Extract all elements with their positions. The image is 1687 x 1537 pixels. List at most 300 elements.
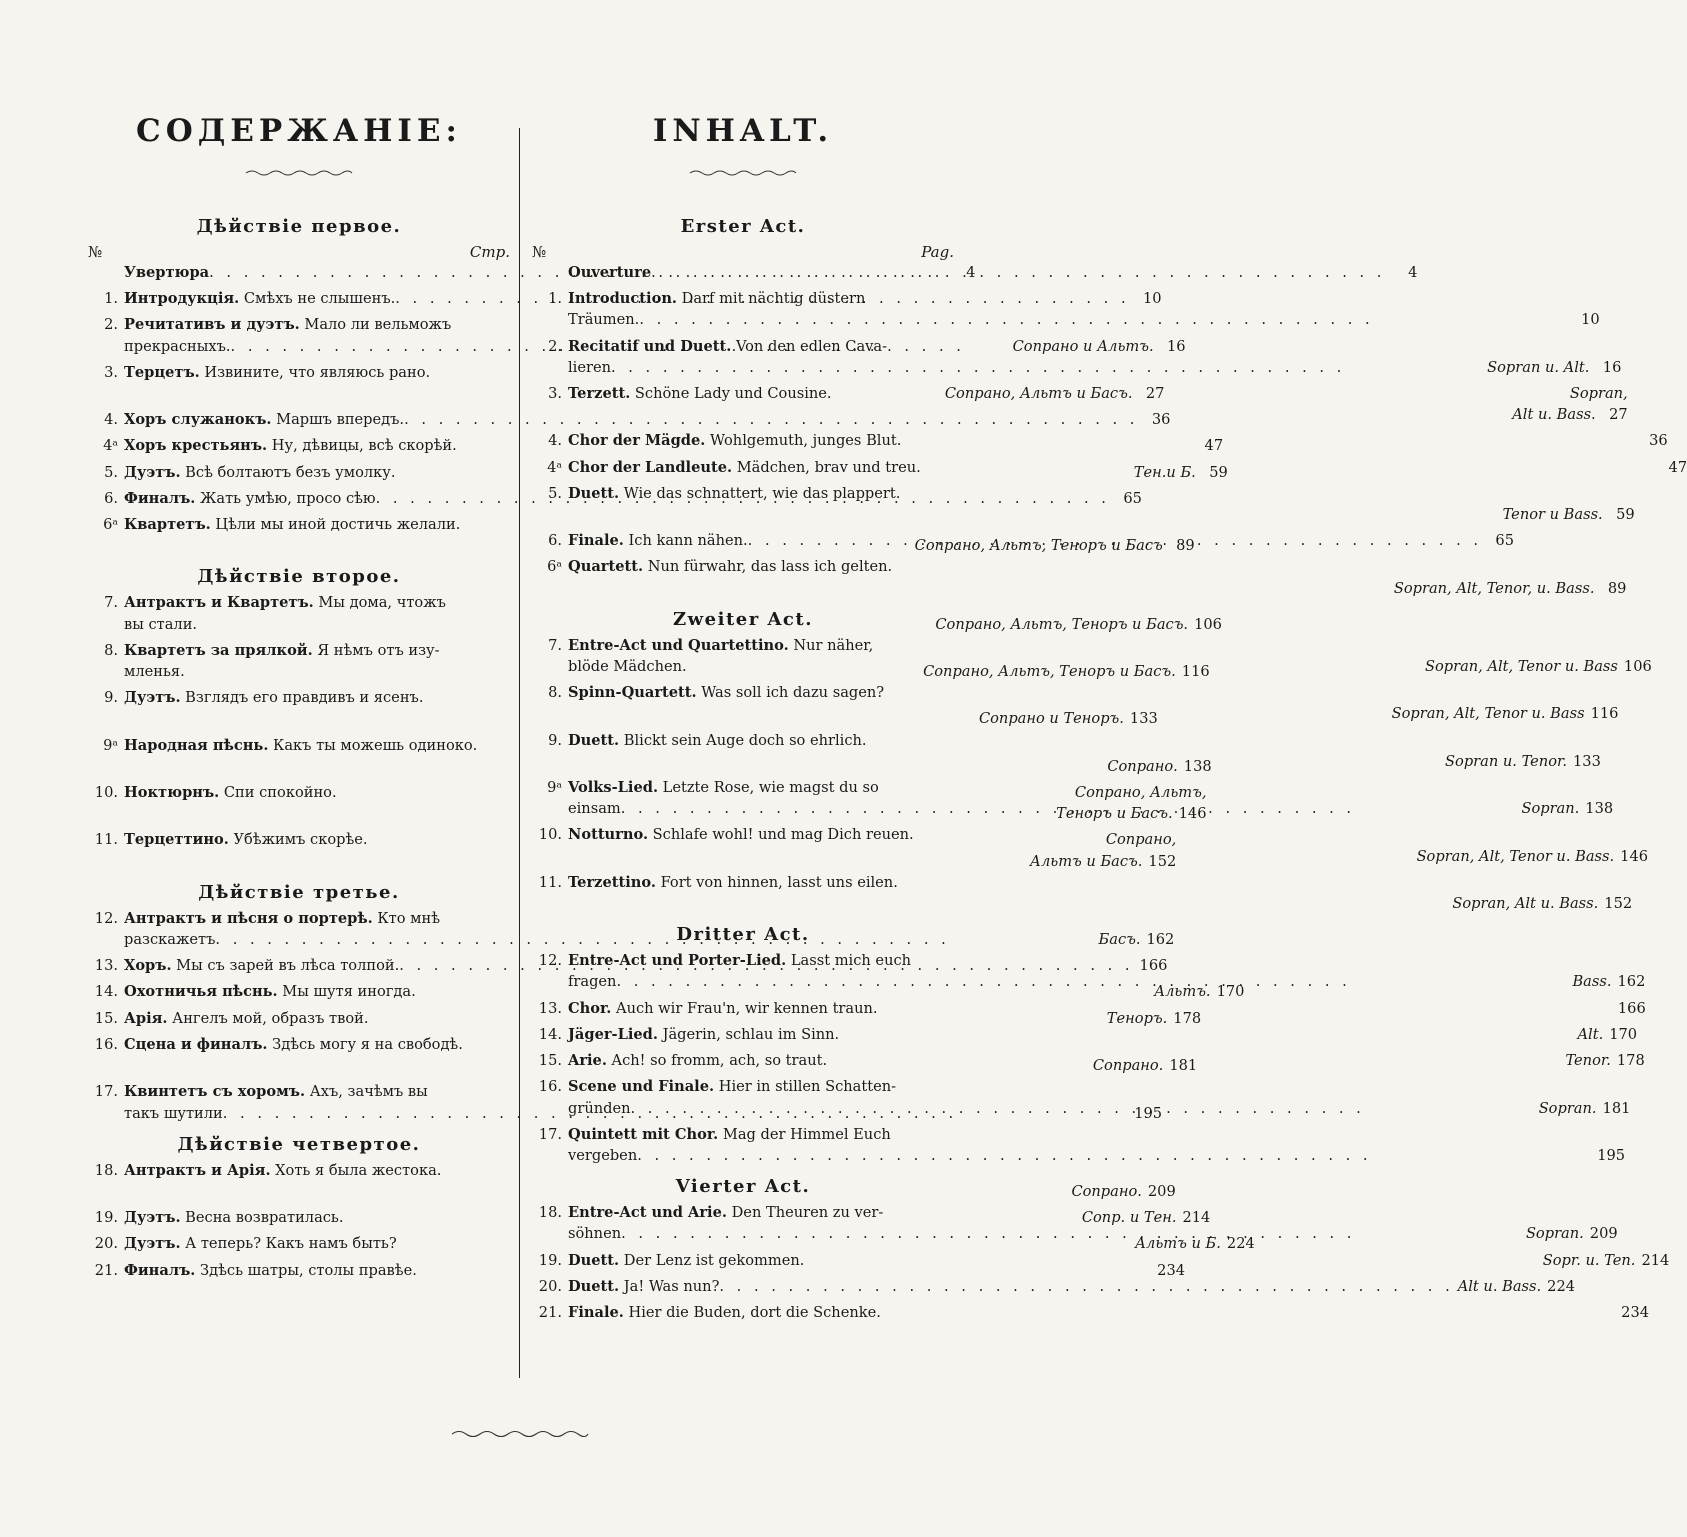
entry-line <box>568 1223 1618 1244</box>
piece-name: Антрактъ и пѣсня о портерѣ. <box>124 909 373 927</box>
piece-name: Duett. <box>568 1251 620 1269</box>
page-number: 146 <box>1178 805 1207 823</box>
entry-line <box>568 1250 1669 1271</box>
incipit-text: прекрасныхъ. <box>124 337 231 355</box>
dot-leader <box>637 1145 1591 1166</box>
incipit-text: Ach! so fromm, ach, so traut. <box>606 1052 828 1070</box>
page-number: 181 <box>1602 1099 1631 1117</box>
entry-title <box>568 288 865 309</box>
flourish-ornament <box>244 168 354 178</box>
entry-line <box>568 578 1626 599</box>
piece-name: Terzett. <box>568 385 631 403</box>
page-number: 116 <box>1590 705 1619 723</box>
page-number: 47 <box>1204 437 1224 455</box>
page-number: 36 <box>1649 432 1668 450</box>
voice-parts: Сопрано и Теноръ. <box>978 710 1124 728</box>
entry-body <box>568 950 1645 992</box>
entry-number: 9ᵃ <box>547 779 562 797</box>
incipit-text: Мы съ зарей въ лѣса толпой. <box>171 957 400 975</box>
piece-name: Spinn-Quartett. <box>568 684 697 702</box>
piece-name: Антрактъ и Арія. <box>124 1161 271 1179</box>
page-number: 133 <box>1129 710 1158 728</box>
entry-title <box>124 1160 441 1181</box>
voice-parts: Басъ. <box>1098 931 1141 949</box>
piece-name: Volks-Lied. <box>568 779 659 797</box>
entry-number: 6. <box>548 532 562 550</box>
piece-name: Народная пѣснь. <box>124 736 269 754</box>
incipit-text: Hier in stillen Schatten- <box>714 1078 897 1096</box>
entry-title <box>568 262 651 283</box>
page-number: 214 <box>1641 1251 1670 1269</box>
page-number: 166 <box>1617 999 1646 1017</box>
page-number: 27 <box>1145 385 1165 403</box>
incipit-text: Смѣхъ не слышенъ. <box>239 290 396 308</box>
toc-entry <box>532 872 1633 914</box>
number-column-label: № <box>532 243 547 261</box>
entry-title <box>124 488 376 509</box>
entry-line <box>568 824 1648 845</box>
incipit-text: Ja! Was nun? <box>619 1277 720 1295</box>
entry-body <box>568 1250 1669 1271</box>
piece-name: Дуэтъ. <box>124 1209 181 1227</box>
incipit-text: Всѣ болтаютъ безъ умолку. <box>180 463 396 481</box>
page-number: 16 <box>1602 358 1622 376</box>
voice-parts: Альтъ и Б. <box>1135 1235 1221 1253</box>
incipit-text: Wie das schnattert, wie das plappert. <box>619 484 901 502</box>
entry-number: 18. <box>94 1161 118 1179</box>
incipit-text: Убѣжимъ скорѣе. <box>228 831 368 849</box>
page-number: 47 <box>1668 458 1687 476</box>
page-number: 59 <box>1616 506 1635 524</box>
voice-parts: Сопрано. <box>1071 1182 1142 1200</box>
entry-title <box>568 777 879 798</box>
page-number: 65 <box>1495 532 1514 550</box>
piece-name: Хоръ крестьянъ. <box>124 437 268 455</box>
entry-title <box>124 614 197 635</box>
act-heading: Erster Act. <box>680 216 806 237</box>
page-number: 170 <box>1609 1025 1638 1043</box>
entry-title <box>124 1207 344 1228</box>
piece-name: Scene und Finale. <box>568 1078 715 1096</box>
piece-name: Entre-Act und Porter-Lied. <box>568 952 787 970</box>
toc-entry <box>532 1124 1626 1166</box>
incipit-text: lieren <box>568 358 611 376</box>
toc-entry <box>532 262 1418 283</box>
incipit-text: Auch wir Frau'n, wir kennen traun. <box>611 999 878 1017</box>
page-number: 209 <box>1147 1182 1176 1200</box>
page-number: 10 <box>1581 311 1600 329</box>
voice-parts: Альтъ. <box>1154 983 1211 1001</box>
incipit-text: Ангелъ мой, образъ твой. <box>167 1009 369 1027</box>
entry-title <box>568 1076 896 1097</box>
dot-leader <box>611 357 1483 378</box>
entry-line <box>568 309 1600 330</box>
incipit-text: Кто мнѣ <box>372 909 441 927</box>
toc-entry <box>532 1302 1650 1323</box>
entry-line <box>568 504 1635 525</box>
incipit-text: разскажетъ <box>124 931 216 949</box>
piece-name: Entre-Act und Arie. <box>568 1204 727 1222</box>
entry-title <box>124 929 215 950</box>
page-number: 138 <box>1585 800 1614 818</box>
piece-name: Jäger-Lied. <box>568 1025 658 1043</box>
act-heading: Дѣйствіе третье. <box>198 881 400 903</box>
incipit-text: Darf mit nächtig düstern <box>677 290 866 308</box>
entry-line <box>568 430 1668 451</box>
entry-line <box>568 1076 1630 1097</box>
entry-title <box>568 1050 827 1071</box>
entry-body <box>568 383 1628 425</box>
entry-title <box>568 798 621 819</box>
entry-body <box>568 872 1632 914</box>
page-number: 65 <box>1123 489 1142 507</box>
page-column-label: Стр. <box>469 243 510 261</box>
incipit-text: Здѣсь могу я на свободѣ. <box>267 1035 463 1053</box>
page-number: 170 <box>1216 983 1245 1001</box>
piece-name: Антрактъ и Квартетъ. <box>124 594 314 612</box>
entry-title <box>568 1202 883 1223</box>
voice-parts: Alt u. Bass. <box>1457 1277 1542 1295</box>
entry-body <box>568 824 1648 866</box>
voice-parts: Tenor. <box>1565 1052 1611 1070</box>
page-number: 138 <box>1183 757 1212 775</box>
dot-leader <box>631 1098 1535 1119</box>
entry-line <box>568 950 1645 971</box>
piece-name: Сцена и финалъ. <box>124 1035 268 1053</box>
piece-name: Chor. <box>568 999 612 1017</box>
page-number: 27 <box>1609 406 1628 424</box>
entry-line <box>568 483 1635 504</box>
entry-title <box>124 1034 463 1055</box>
voice-parts: Sopran, Alt, Tenor u. Bass <box>1391 705 1585 723</box>
entry-line <box>568 1050 1645 1071</box>
incipit-text: Wohlgemuth, junges Blut. <box>705 432 902 450</box>
incipit-text: Ну, дѣвицы, всѣ скорѣй. <box>267 437 457 455</box>
dot-leader <box>639 309 1567 330</box>
entry-title <box>568 1302 881 1323</box>
incipit-text: söhnen <box>568 1225 622 1243</box>
entry-number: 13. <box>94 957 118 975</box>
column-divider <box>519 128 520 1378</box>
entry-line <box>568 383 1628 404</box>
incipit-text: Der Lenz ist gekommen. <box>619 1251 805 1269</box>
voice-parts: Sopran u. Tenor. <box>1445 752 1567 770</box>
entry-number: 12. <box>538 952 562 970</box>
entry-line <box>568 1145 1625 1166</box>
page-number: 106 <box>1194 615 1222 633</box>
incipit-text: Den Theuren zu ver- <box>726 1204 884 1222</box>
entry-line <box>568 1276 1575 1297</box>
entry-number: 7. <box>548 636 562 654</box>
entry-number: 5. <box>548 484 562 502</box>
piece-name: Дуэтъ. <box>124 1235 181 1253</box>
entry-number: 4ᵃ <box>547 458 562 476</box>
entry-number <box>532 262 568 283</box>
entry-number: 19. <box>94 1209 118 1227</box>
piece-name: Терцетъ. <box>124 363 200 381</box>
voice-parts: Сопрано, Альтъ, Теноръ и Басъ. <box>923 663 1176 681</box>
entry-number: 13. <box>538 999 562 1017</box>
flourish-ornament <box>688 168 798 178</box>
entry-number: 4. <box>548 432 562 450</box>
voice-parts: Sopran. <box>1538 1099 1597 1117</box>
entry-number: 12. <box>94 909 118 927</box>
incipit-text: Blickt sein Auge doch so ehrlich. <box>619 731 867 749</box>
page-number: 224 <box>1547 1277 1576 1295</box>
entry-line <box>568 846 1648 867</box>
incipit-text: Мало ли вельможъ <box>299 316 452 334</box>
piece-name: Квартетъ за прялкой. <box>124 641 313 659</box>
page-number: 89 <box>1176 537 1195 555</box>
incipit-text: Ich kann nähen. <box>623 532 748 550</box>
piece-name: Quartett. <box>568 558 644 576</box>
entry-number: 11. <box>94 831 118 849</box>
entry-title <box>568 357 611 378</box>
piece-name: Entre-Act und Quartettino. <box>568 636 789 654</box>
entry-title <box>568 1276 719 1297</box>
incipit-text: Взглядъ его правдивъ и ясенъ. <box>180 689 424 707</box>
voice-parts: Sopran, <box>1569 385 1628 403</box>
entry-title <box>568 336 887 357</box>
entry-title <box>124 981 416 1002</box>
piece-name: Интродукція. <box>124 290 240 308</box>
piece-name: Охотничья пѣснь. <box>124 983 278 1001</box>
entry-number: 15. <box>94 1009 118 1027</box>
entry-title <box>124 735 477 756</box>
entry-line <box>568 1302 1649 1323</box>
voice-parts: Тен.и Б. <box>1133 463 1196 481</box>
incipit-text: А теперь? Какъ намъ быть? <box>180 1235 397 1253</box>
toc-entry <box>532 556 1627 598</box>
entry-line <box>568 682 1618 703</box>
entry-line <box>568 730 1601 751</box>
page-number: 152 <box>1604 895 1633 913</box>
voice-parts: Сопрано. <box>1107 757 1178 775</box>
entry-number: 1. <box>548 290 562 308</box>
entry-line <box>568 703 1618 724</box>
voice-parts: Альтъ и Басъ. <box>1029 852 1143 870</box>
voice-parts: Сопрано, Альтъ, Теноръ и Басъ. <box>935 615 1189 633</box>
dot-leader <box>621 1223 1522 1244</box>
entry-body <box>568 1276 1575 1297</box>
entry-title <box>124 262 209 283</box>
voice-parts: Sopran. <box>1525 1225 1584 1243</box>
incipit-text: gründen <box>568 1099 631 1117</box>
entry-body <box>568 1202 1618 1244</box>
incipit-text: Fort von hinnen, lasst uns eilen. <box>655 873 898 891</box>
page-number: 162 <box>1617 973 1646 991</box>
entry-title <box>568 1223 621 1244</box>
piece-name: Финалъ. <box>124 489 196 507</box>
incipit-text: fragen <box>568 973 617 991</box>
entry-number: 3. <box>548 385 562 403</box>
page-number: 234 <box>1157 1261 1186 1279</box>
entry-title <box>124 661 185 682</box>
entry-body <box>568 1124 1625 1166</box>
page-number: 195 <box>1134 1104 1163 1122</box>
piece-name: Арія. <box>124 1009 168 1027</box>
entry-body <box>568 1024 1637 1045</box>
entry-title <box>568 383 832 404</box>
entry-body <box>568 1302 1649 1323</box>
german-title: INHALT. <box>652 113 834 149</box>
piece-name: Duett. <box>568 1277 620 1295</box>
page-number: 59 <box>1209 463 1228 481</box>
incipit-text: blöde Mädchen. <box>568 658 687 676</box>
incipit-text: Mädchen, brav und treu. <box>732 458 921 476</box>
entry-number: 11. <box>538 873 562 891</box>
incipit-text: Lasst mich euch <box>786 952 912 970</box>
entry-title <box>568 309 639 330</box>
dot-leader <box>719 1276 1453 1297</box>
incipit-text: Schlafe wohl! und mag Dich reuen. <box>648 826 914 844</box>
page-number: 209 <box>1589 1225 1618 1243</box>
page-number: 166 <box>1139 957 1168 975</box>
entry-line <box>568 530 1514 551</box>
voice-parts: Alt. <box>1577 1025 1604 1043</box>
incipit-text: Мы дома, чтожъ <box>313 594 446 612</box>
incipit-text: Весна возвратилась. <box>180 1209 344 1227</box>
incipit-text: Спи спокойно. <box>219 784 337 802</box>
entry-line <box>568 777 1613 798</box>
entry-line <box>568 357 1621 378</box>
piece-name: Arie. <box>568 1052 607 1070</box>
entry-title <box>568 682 884 703</box>
act-heading: Дѣйствіе первое. <box>196 216 402 237</box>
dot-leader <box>616 971 1568 992</box>
page-number: 133 <box>1573 752 1601 770</box>
entry-number: 2. <box>548 337 562 355</box>
dot-leader <box>621 798 1518 819</box>
entry-title <box>568 656 687 677</box>
incipit-text: Was soll ich dazu sagen? <box>696 684 885 702</box>
entry-line <box>568 262 1417 283</box>
entry-number: 8. <box>104 641 118 659</box>
incipit-text: Мы шутя иногда. <box>277 983 416 1001</box>
incipit-text: Хоть я была жестока. <box>270 1161 442 1179</box>
voice-parts: Теноръ. <box>1106 1009 1168 1027</box>
entry-body <box>568 288 1600 330</box>
page-number: 214 <box>1182 1209 1211 1227</box>
entry-number: 21. <box>538 1303 562 1321</box>
entry-number: 16. <box>538 1078 562 1096</box>
incipit-text: Жать умѣю, просо сѣю <box>195 489 376 507</box>
column-header <box>532 242 954 262</box>
entry-title <box>568 1250 804 1271</box>
entry-number: 5. <box>104 463 118 481</box>
entry-title <box>124 908 440 929</box>
entry-title <box>124 336 231 357</box>
entry-number: 17. <box>538 1125 562 1143</box>
entry-number: 4. <box>104 411 118 429</box>
entry-title <box>124 592 446 613</box>
entry-title <box>568 950 911 971</box>
piece-name: Квартетъ. <box>124 516 211 534</box>
entry-body <box>568 635 1652 677</box>
entry-number: 18. <box>538 1204 562 1222</box>
entry-number <box>88 262 124 283</box>
incipit-text: такъ шутили <box>124 1104 223 1122</box>
piece-name: Chor der Landleute. <box>568 458 733 476</box>
entry-title <box>124 1103 223 1124</box>
entry-line <box>568 798 1613 819</box>
entry-title <box>124 1233 397 1254</box>
voice-parts: Теноръ и Басъ. <box>1056 805 1173 823</box>
incipit-text: Nun fürwahr, das lass ich gelten. <box>643 558 893 576</box>
entry-number: 8. <box>548 684 562 702</box>
entry-number: 20. <box>538 1277 562 1295</box>
page-number: 152 <box>1148 852 1177 870</box>
entry-title <box>124 782 337 803</box>
page-number: 162 <box>1146 931 1175 949</box>
voice-parts: Сопрано, Альтъ, Теноръ и Басъ <box>914 537 1163 555</box>
page-number: 178 <box>1616 1052 1645 1070</box>
entry-number: 6ᵃ <box>103 516 118 534</box>
voice-parts: Sopran, Alt u. Bass. <box>1452 895 1599 913</box>
piece-name: Finale. <box>568 1303 624 1321</box>
piece-name: Recitatif und Duett. <box>568 337 732 355</box>
voice-parts: Сопрано, <box>1105 831 1177 849</box>
entry-line <box>568 751 1601 772</box>
piece-name: Quintett mit Chor. <box>568 1125 719 1143</box>
entry-line <box>568 556 1626 577</box>
incipit-text: vergeben <box>568 1146 638 1164</box>
act-heading: Vierter Act. <box>675 1176 811 1198</box>
piece-name: Хоръ служанокъ. <box>124 411 272 429</box>
entry-line <box>568 1202 1618 1223</box>
bottom-flourish-ornament <box>450 1428 590 1440</box>
piece-name: Дуэтъ. <box>124 463 181 481</box>
entry-number: 6ᵃ <box>547 558 562 576</box>
entry-title <box>124 955 399 976</box>
act-heading: Dritter Act. <box>676 924 810 946</box>
number-column-label: № <box>88 243 103 261</box>
entry-title <box>124 288 395 309</box>
piece-name: Квинтетъ съ хоромъ. <box>124 1083 306 1101</box>
entry-number: 15. <box>538 1052 562 1070</box>
entry-number: 6. <box>104 489 118 507</box>
incipit-text: Letzte Rose, wie magst du so <box>658 779 879 797</box>
incipit-text: Какъ ты можешь одиноко. <box>268 736 478 754</box>
entry-title <box>124 314 451 335</box>
entry-title <box>568 483 900 504</box>
entry-title <box>568 824 914 845</box>
piece-name: Terzettino. <box>568 873 656 891</box>
entry-body <box>568 998 1646 1019</box>
entry-line <box>568 971 1645 992</box>
page-number: 195 <box>1597 1146 1626 1164</box>
toc-entry <box>532 1024 1638 1045</box>
entry-title <box>568 457 921 478</box>
page-column-label: Pag. <box>921 243 954 261</box>
entry-number: 16. <box>94 1035 118 1053</box>
incipit-text: мленья. <box>124 663 185 681</box>
entry-title <box>124 687 423 708</box>
piece-name: Duett. <box>568 731 620 749</box>
entry-title <box>124 1081 428 1102</box>
piece-name: Introduction. <box>568 290 678 308</box>
piece-name: Увертюра <box>124 264 210 281</box>
entry-title <box>124 409 404 430</box>
incipit-text: Здѣсь шатры, столы правѣе. <box>195 1261 417 1279</box>
entry-body <box>568 556 1626 598</box>
dot-leader <box>748 530 1482 551</box>
voice-parts: Sopran. <box>1521 800 1580 818</box>
entry-body <box>568 730 1601 772</box>
page-number: 234 <box>1621 1303 1650 1321</box>
entry-body <box>568 682 1618 724</box>
entry-number: 19. <box>538 1251 562 1269</box>
